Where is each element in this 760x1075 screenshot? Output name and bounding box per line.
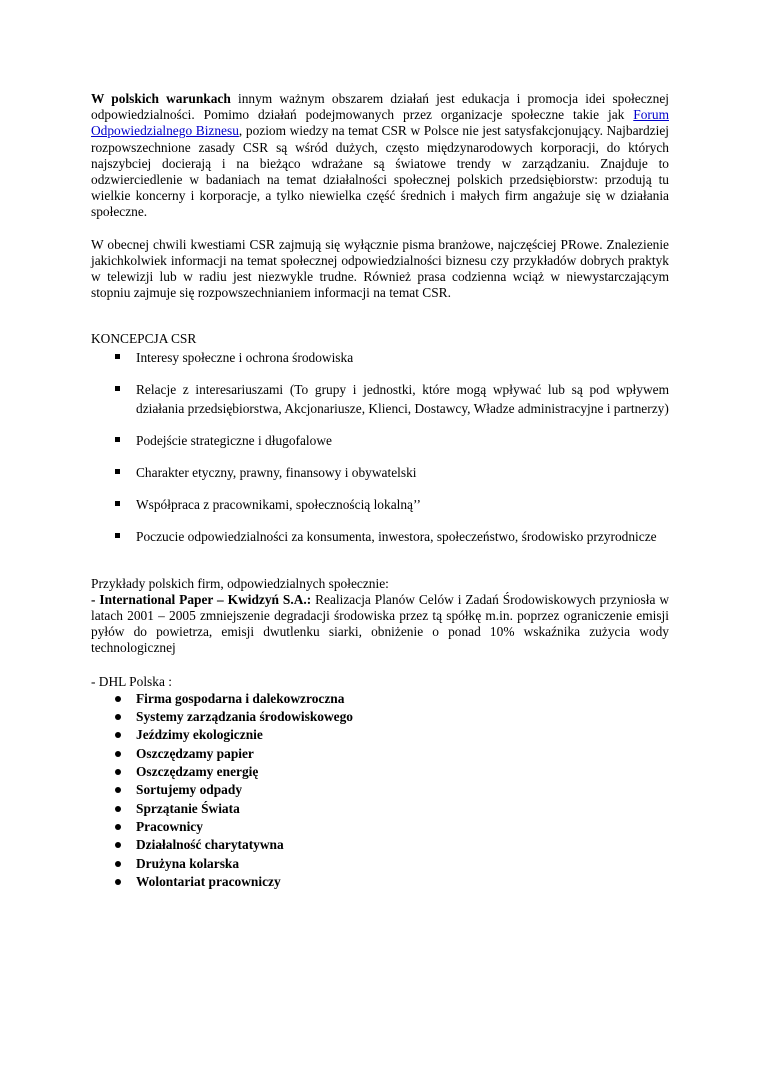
dhl-item: Systemy zarządzania środowiskowego [91, 708, 669, 726]
concept-heading: KONCEPCJA CSR [91, 331, 197, 347]
dhl-item: Wolontariat pracowniczy [91, 873, 669, 891]
intro-paragraph-1 [91, 91, 669, 221]
dhl-item: Sortujemy odpady [91, 781, 669, 799]
international-paper-paragraph [91, 592, 669, 657]
dhl-item: Działalność charytatywna [91, 836, 669, 854]
concept-item: Współpraca z pracownikami, społecznością lokalną’’ [91, 495, 669, 514]
intro-text-b: , poziom wiedzy na temat CSR w Polsce nie jest satysfakcjonujący. Najbardziej rozpowszechnione zasady CSR są wśród dużych, często międzynarodowych korporacji, do których najszybciej docierają i na bieżąco wdrażane są światowe trendy w zarządzaniu. Znajduje to odzwierciedlenie w badaniach na temat działalności społecznej polskich przedsiębiorstw: przodują tu wielkie koncerny i korporacje, a tylko niewielka część średnich i małych firm angażuje się w działania społeczne. [91, 123, 669, 220]
international-paper-text: Realizacja Planów Celów i Zadań Środowiskowych przyniosła w latach 2001 – 2005 zmniejszenie degradacji środowiska przez tą spółkę m.in. poprzez ograniczenie emisji pyłów do powietrza, emisji dwutlenku siarki, obniżenie o ponad 10% wskaźnika zużycia wody technologicznej [91, 591, 669, 656]
dhl-item: Jeździmy ekologicznie [91, 726, 669, 744]
concept-item: Poczucie odpowiedzialności za konsumenta, inwestora, społeczeństwo, środowisko przyrodnicze [91, 527, 669, 546]
concept-item: Relacje z interesariuszami (To grupy i jednostki, które mogą wpływać lub są pod wpływem działania przedsiębiorstwa, Akcjonariusze, Klienci, Dostawcy, Władze administracyjne i partnerzy) [91, 380, 669, 418]
intro-bold-lead: W polskich warunkach [91, 91, 231, 106]
concept-list [91, 348, 669, 546]
forum-link[interactable]: Forum Odpowiedzialnego Biznesu [91, 107, 669, 139]
dhl-list [91, 690, 669, 891]
dhl-item: Drużyna kolarska [91, 855, 669, 873]
examples-intro: Przykłady polskich firm, odpowiedzialnych społecznie: [91, 575, 389, 591]
intro-paragraph-2: W obecnej chwili kwestiami CSR zajmują się wyłącznie pisma branżowe, najczęściej PRowe. Znalezienie jakichkolwiek informacji na temat społecznej odpowiedzialności biznesu czy przykładów dobrych praktyk w telewizji lub w radiu jest niezwykle trudne. Również prasa codzienna wciąż w niewystarczającym stopniu zajmuje się rozpowszechnianiem informacji na temat CSR. [91, 236, 669, 301]
concept-item: Charakter etyczny, prawny, finansowy i obywatelski [91, 463, 669, 482]
dhl-item: Oszczędzamy papier [91, 745, 669, 763]
document-content [91, 91, 669, 891]
dhl-item: Pracownicy [91, 818, 669, 836]
concept-item: Podejście strategiczne i długofalowe [91, 431, 669, 450]
international-paper-label: - International Paper – Kwidzyń S.A.: [91, 591, 312, 607]
dhl-item: Sprzątanie Świata [91, 800, 669, 818]
dhl-item: Oszczędzamy energię [91, 763, 669, 781]
dhl-label: - DHL Polska : [91, 673, 172, 689]
intro-text-a: innym ważnym obszarem działań jest edukacja i promocja idei społecznej odpowiedzialności. Pomimo działań podejmowanych przez organizacje społeczne takie jak [91, 91, 669, 123]
concept-item: Interesy społeczne i ochrona środowiska [91, 348, 669, 367]
dhl-item: Firma gospodarna i dalekowzroczna [91, 690, 669, 708]
